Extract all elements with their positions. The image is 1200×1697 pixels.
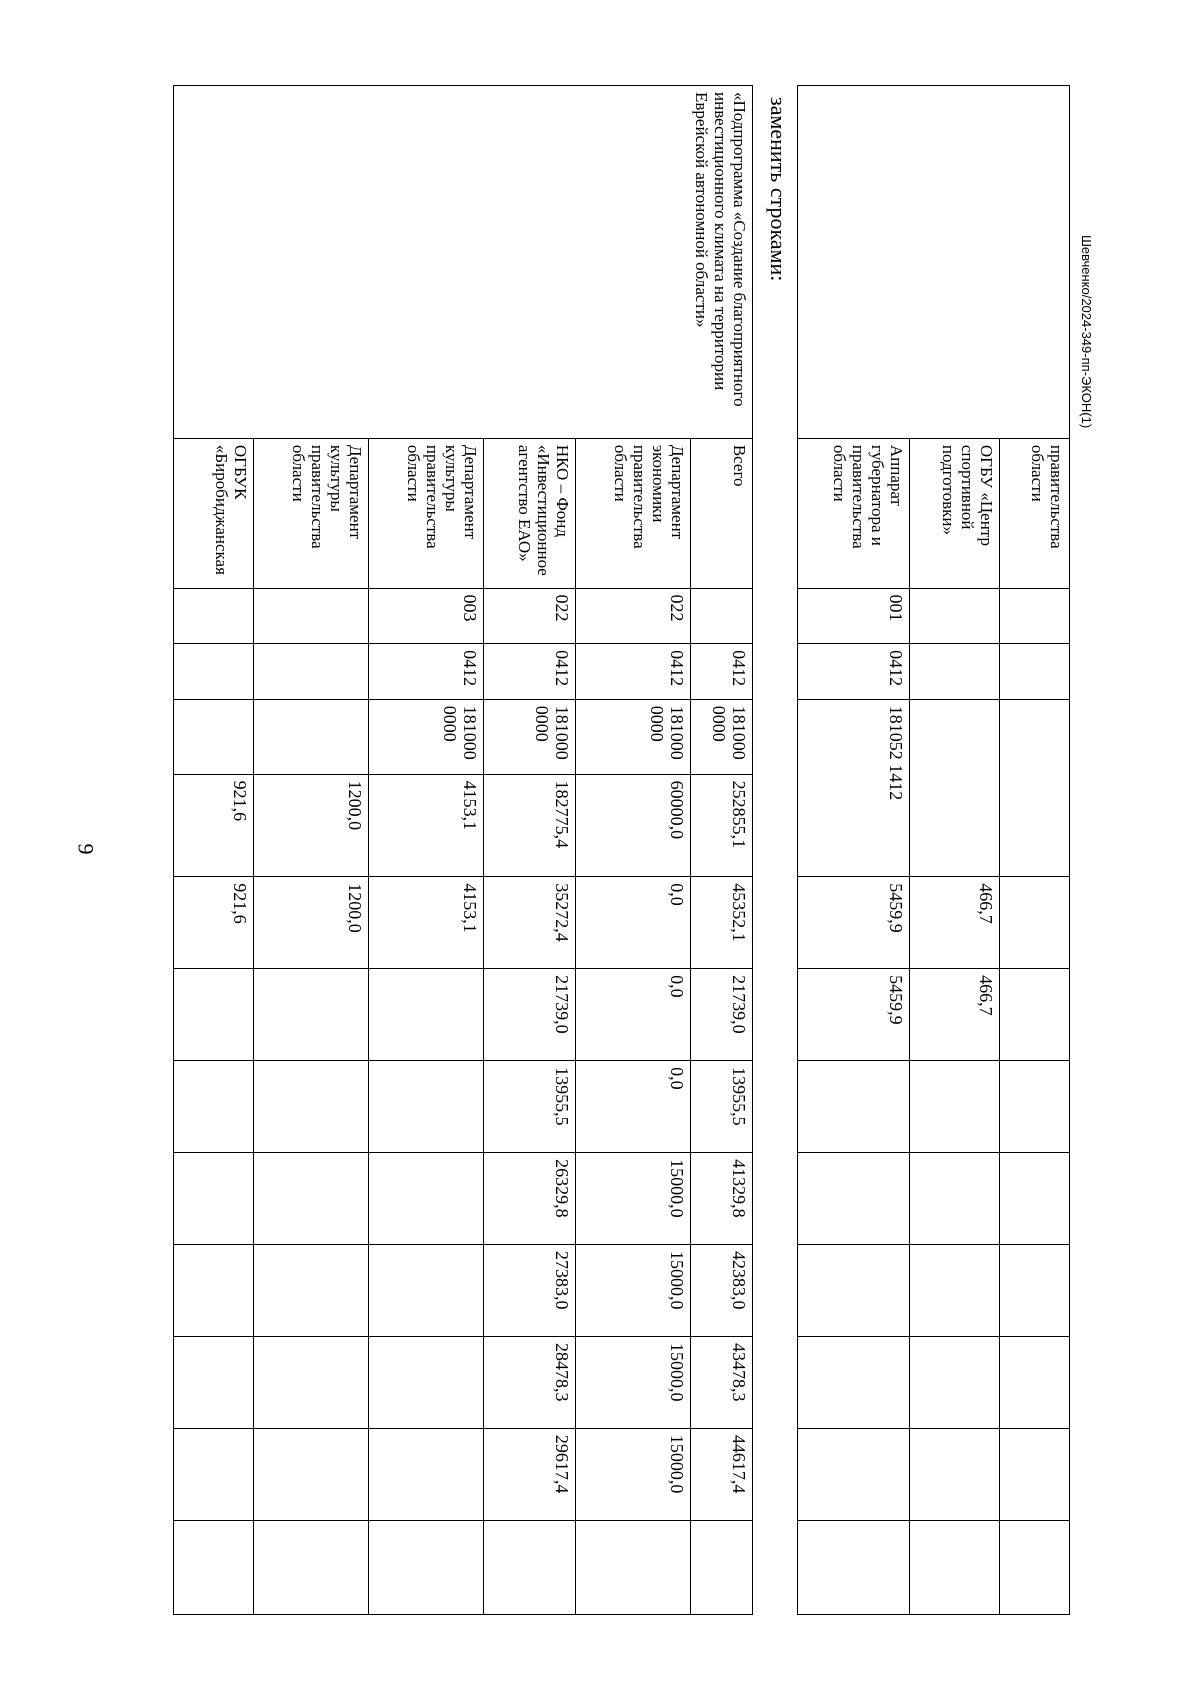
table-row: Аппарат губернатора и правительства области 001 0412 181052 1412 5459,9 5459,9 xyxy=(798,86,910,1615)
responsible-cell: ОГБУ «Центр спортивной подготовки» xyxy=(910,438,1000,588)
table-row: Департамент культуры правительства области 1200,0 1200,0 xyxy=(254,86,369,1615)
table-row: ОГБУ «Центр спортивной подготовки» 466,7 466,7 xyxy=(910,86,1000,1615)
rotated-page-content xyxy=(170,85,1070,1615)
responsible-cell: Департамент культуры правительства области xyxy=(254,438,369,588)
table-row: Департамент экономики правительства области 022 0412 181000 0000 60000,0 0,0 0,0 0,0 15000,0 15000,0 15000,0 15000,0 xyxy=(576,86,691,1615)
table-row xyxy=(1000,86,1070,1615)
table-row: ОГБУК «Биробиджанская 921,6 921,6 xyxy=(174,86,254,1615)
replacement-table xyxy=(173,85,753,1615)
replace-label: заменить строками: xyxy=(766,97,791,282)
program-name: «Подпрограмма «Создание благоприятного инвестиционного климата на территории Еврейской автономной области» xyxy=(174,86,753,439)
responsible-cell: Аппарат губернатора и правительства области xyxy=(798,438,910,588)
page-number: 9 xyxy=(73,843,99,855)
table-row: НКО – Фонд «Инвестиционное агентство ЕАО» 022 0412 181000 0000 182775,4 35272,4 21739,0 13955,5 26329,8 27383,0 28478,3 29617,4 xyxy=(484,86,576,1615)
responsible-cell: Всего xyxy=(691,438,753,588)
table-row: «Подпрограмма «Создание благоприятного инвестиционного климата на территории Еврейской автономной области» Всего 0412 181000 0000 252855,1 45352,1 21739,0 13955,5 41329,8 42383,0 43478,3 44617,4 xyxy=(691,86,753,1615)
responsible-cell: НКО – Фонд «Инвестиционное агентство ЕАО» xyxy=(484,438,576,588)
responsible-cell: Департамент культуры правительства области xyxy=(369,438,484,588)
footer-code: Шевченко/2024-349-пп-ЭКОН(1) xyxy=(1079,235,1094,429)
table-row: Департамент культуры правительства области 003 0412 181000 0000 4153,1 4153,1 xyxy=(369,86,484,1615)
responsible-cell: Департамент экономики правительства области xyxy=(576,438,691,588)
responsible-cell: ОГБУК «Биробиджанская xyxy=(174,438,254,588)
responsible-cell: правительства области xyxy=(1000,438,1070,588)
top-table xyxy=(797,85,1070,1615)
program-cell-empty xyxy=(798,86,1070,439)
